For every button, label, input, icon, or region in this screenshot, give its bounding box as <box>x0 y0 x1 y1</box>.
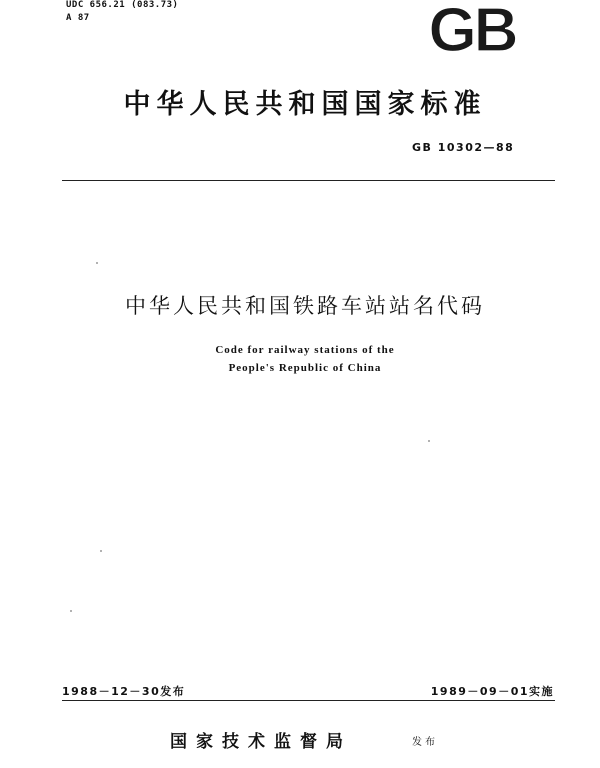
classification-code: A 87 <box>66 13 90 23</box>
english-title-line-2: People's Republic of China <box>228 362 382 374</box>
national-standard-heading: 中华人民共和国国家标准 <box>123 89 487 120</box>
gb-logo-text: GB <box>428 0 516 56</box>
scan-speck <box>428 440 430 442</box>
scan-speck <box>70 610 72 612</box>
gb-logo <box>408 0 536 56</box>
chinese-title: 中华人民共和国铁路车站站名代码 <box>125 294 485 318</box>
top-divider <box>62 180 555 181</box>
publisher-name: 国家技术监督局 <box>170 732 352 752</box>
bottom-divider <box>62 700 555 701</box>
scan-speck <box>96 262 98 264</box>
standard-number: GB 10302—88 <box>412 141 515 154</box>
effective-date: 1989－09－01实施 <box>430 685 554 698</box>
scan-speck <box>100 550 102 552</box>
publish-label: 发布 <box>412 737 438 748</box>
issue-date: 1988－12－30发布 <box>62 685 186 698</box>
english-title-line-1: Code for railway stations of the <box>215 344 395 356</box>
udc-code: UDC 656.21 (083.73) <box>66 0 179 10</box>
